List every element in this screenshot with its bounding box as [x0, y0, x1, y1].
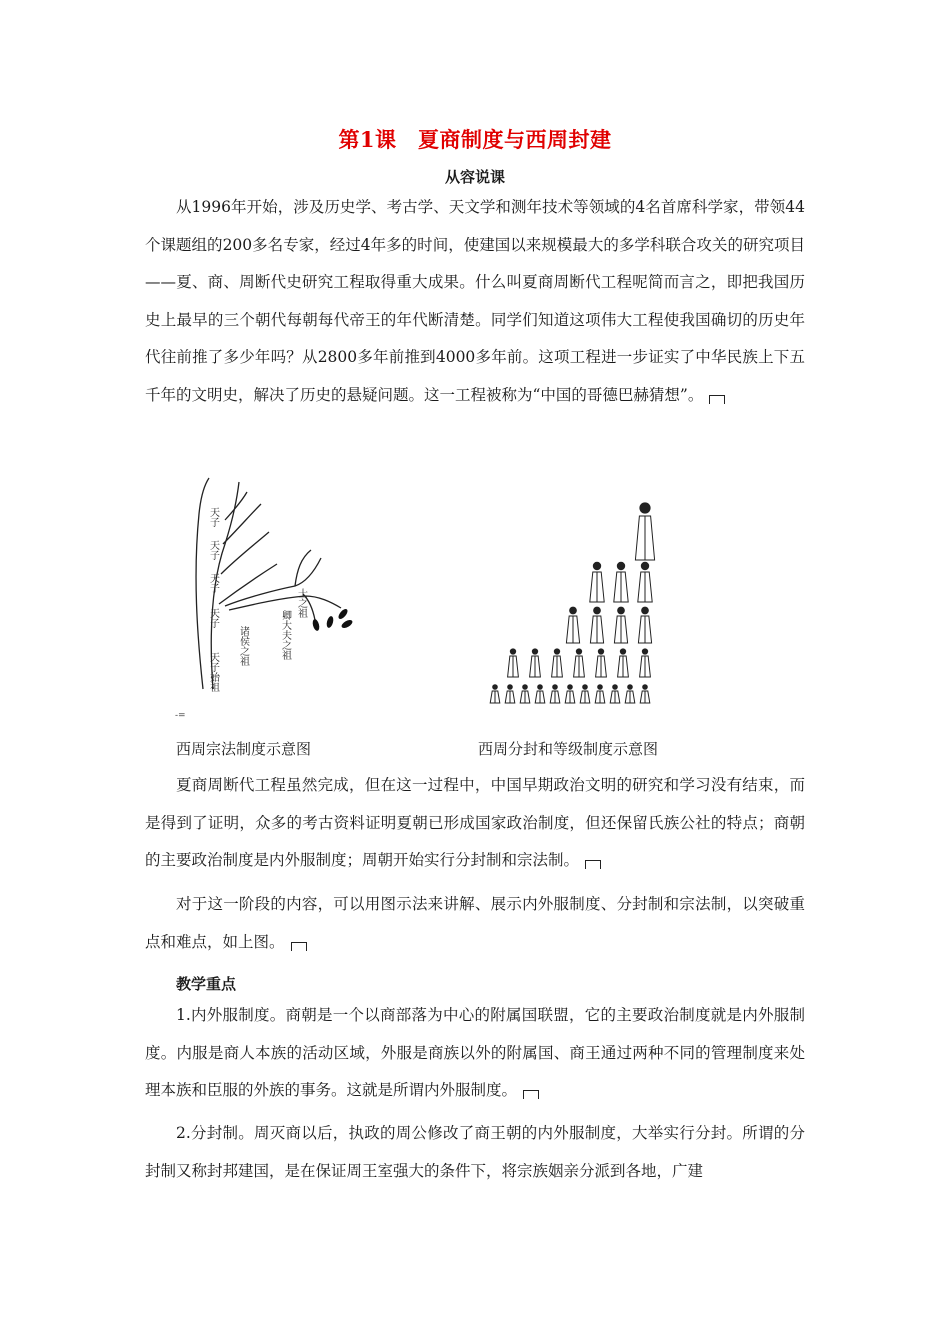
clan-tree-diagram	[185, 474, 365, 694]
paragraph-1-text: 从1996年开始，涉及历史学、考古学、天文学和测年技术等领域的4名首席科学家，带领44个课题组的200多名专家，经过4年多的时间，使建国以来规模最大的多学科联合攻关的研究项目——夏、商、周断代史研究工程取得重大成果。什么叫夏商周断代工程呢简而言之，即把我国历史上最早的三个朝代每朝每代帝王的年代断清楚。同学们知道这项伟大工程使我国确切的历史年代往前推了多少年吗？从2800多年前推到4000多年前。这项工程进一步证实了中华民族上下五千年的文明史，解决了历史的悬疑问题。这一工程被称为“中国的哥德巴赫猜想”。	[145, 198, 805, 404]
person-figure	[574, 648, 585, 677]
paragraph-5	[145, 1115, 805, 1190]
tree-label-tianzi-ancestor: 天子始祖	[207, 652, 219, 692]
lesson-title: 第1课 夏商制度与西周封建	[338, 127, 612, 152]
paragraph-4	[145, 997, 805, 1110]
person-figure	[618, 648, 629, 677]
edit-mark-icon	[291, 942, 307, 951]
person-figure	[530, 648, 541, 677]
edit-mark-icon	[585, 860, 601, 869]
figure-footnote: -=	[175, 711, 186, 721]
person-figure	[566, 607, 579, 643]
person-figure	[520, 684, 530, 703]
person-figure	[565, 684, 575, 703]
tree-caption: 西周宗法制度示意图	[176, 740, 312, 758]
person-figure	[614, 562, 628, 602]
person-figure	[625, 684, 635, 703]
person-figure	[640, 684, 650, 703]
tree-label-tianzi-1: 天子	[207, 507, 219, 527]
paragraph-3-text: 对于这一阶段的内容，可以用图示法来讲解、展示内外服制度、分封制和宗法制，以突破重点和难点，如上图。	[145, 895, 805, 951]
person-figure	[595, 684, 605, 703]
tree-label-zhuhou: 诸侯之祖	[237, 626, 249, 666]
section-subtitle: 从容说课	[444, 168, 505, 186]
person-figure	[580, 684, 590, 703]
tree-label-tianzi-4: 天子	[207, 608, 219, 628]
paragraph-2	[145, 767, 805, 880]
person-figure	[638, 607, 651, 643]
person-figure	[638, 562, 652, 602]
tree-label-shi: 士之祖	[295, 588, 307, 618]
paragraph-1	[145, 189, 805, 415]
person-figure	[640, 648, 651, 677]
pyramid-caption: 西周分封和等级制度示意图	[478, 740, 659, 758]
person-figure	[505, 684, 515, 703]
person-figure	[590, 607, 603, 643]
paragraph-4-text: 1.内外服制度。商朝是一个以商部落为中心的附属国联盟，它的主要政治制度就是内外服制度。内服是商人本族的活动区域，外服是商族以外的附属国、商王通过两种不同的管理制度来处理本族和臣服的外族的事务。这就是所谓内外服制度。	[145, 1006, 805, 1100]
person-figure	[596, 648, 607, 677]
person-figure	[550, 684, 560, 703]
tree-label-tianzi-3: 天子	[207, 573, 219, 593]
person-figure	[508, 648, 519, 677]
section-heading: 教学重点	[176, 975, 237, 993]
person-figure	[610, 684, 620, 703]
person-figure	[552, 648, 563, 677]
tree-label-tianzi-2: 天子	[207, 540, 219, 560]
tree-label-qingdafu: 卿大夫之祖	[279, 610, 291, 660]
person-figure	[590, 562, 604, 602]
paragraph-2-text: 夏商周断代工程虽然完成，但在这一过程中，中国早期政治文明的研究和学习没有结束，而是得到了证明，众多的考古资料证明夏朝已形成国家政治制度，但还保留氏族公社的特点；商朝的主要政治制度是内外服制度；周朝开始实行分封制和宗法制。	[145, 776, 805, 870]
person-figure	[535, 684, 545, 703]
paragraph-5-text: 2.分封制。周灭商以后，执政的周公修改了商王朝的内外服制度，大举实行分封。所谓的分封制又称封邦建国，是在保证周王室强大的条件下，将宗族姻亲分派到各地，广建	[145, 1124, 805, 1180]
edit-mark-icon	[523, 1090, 539, 1099]
person-figure	[490, 684, 500, 703]
hierarchy-pyramid-diagram	[470, 495, 670, 705]
person-figure	[635, 502, 654, 560]
edit-mark-icon	[709, 395, 725, 404]
person-figure	[614, 607, 627, 643]
paragraph-3	[145, 886, 805, 961]
